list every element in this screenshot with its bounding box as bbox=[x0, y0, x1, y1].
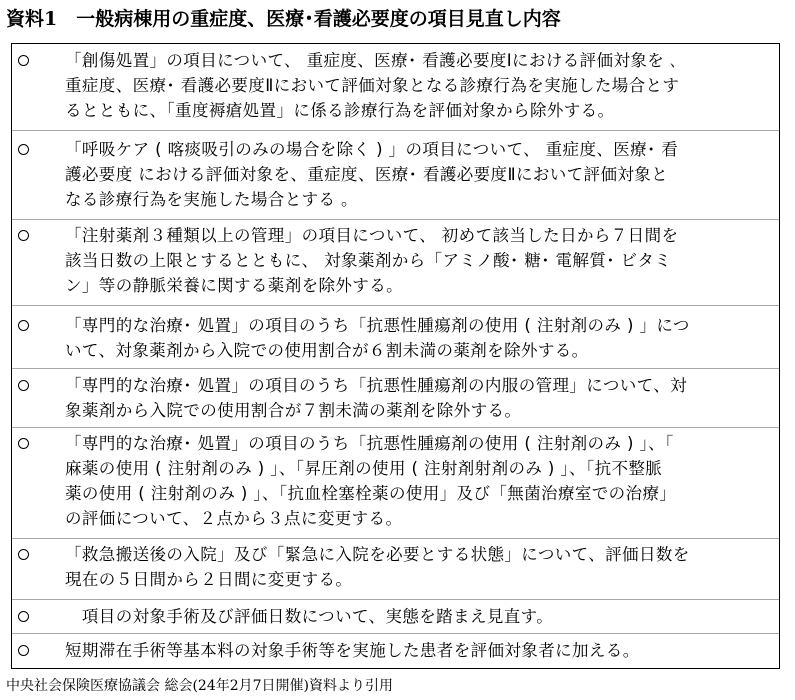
revision-item-text bbox=[65, 48, 777, 123]
revision-item-text bbox=[65, 638, 777, 663]
item-text-line: 「専門的な治療･ 処置」の項目のうち「抗悪性腫瘍剤の使用 ( 注射剤のみ ) 」につ bbox=[65, 316, 690, 335]
item-text-line: 重症度、医療･ 看護必要度Ⅱにおいて評価対象となる診療行為を実施した場合とす bbox=[65, 76, 680, 95]
item-divider bbox=[12, 368, 779, 369]
revision-item bbox=[12, 312, 779, 372]
item-divider bbox=[12, 538, 779, 539]
revision-item-text bbox=[65, 373, 777, 423]
revision-items-box bbox=[11, 43, 780, 669]
revision-item bbox=[12, 637, 779, 667]
revision-item bbox=[12, 136, 779, 226]
item-divider bbox=[12, 219, 779, 220]
revision-item-text bbox=[65, 542, 777, 592]
revision-item bbox=[12, 430, 779, 540]
item-divider bbox=[12, 633, 779, 634]
item-text-line: 短期滞在手術等基本料の対象手術等を実施した患者を評価対象者に加える。 bbox=[65, 641, 640, 660]
item-text-line: 項目の対象手術及び評価日数について、実態を踏まえ見直す。 bbox=[65, 607, 554, 626]
item-divider bbox=[12, 305, 779, 306]
item-text-line: 「呼吸ケア ( 喀痰吸引のみの場合を除く ) 」の項目について、 重症度、医療･ 看 bbox=[65, 140, 679, 159]
item-text-line: 「救急搬送後の入院」及び「緊急に入院を必要とする状態」について、評価日数を bbox=[65, 545, 690, 564]
revision-item bbox=[12, 47, 779, 137]
item-text-line: いて、対象薬剤から入院での使用割合が６割未満の薬剤を除外する。 bbox=[65, 341, 589, 360]
item-divider bbox=[12, 599, 779, 600]
circle-bullet-icon bbox=[18, 549, 29, 560]
source-note: 中央社会保険医療協議会 総会(24年2月7日開催)資料より引用 bbox=[6, 678, 394, 694]
item-text-line: ン」等の静脈栄養に関する薬剤を除外する。 bbox=[65, 276, 403, 295]
item-text-line: なる診療行為を実施した場合とする 。 bbox=[65, 190, 358, 209]
item-text-line: 「注射薬剤３種類以上の管理」の項目について、 初めて該当した日から７日間を bbox=[65, 226, 679, 245]
item-text-line: 「創傷処置」の項目について、 重症度、医療･ 看護必要度Ⅰにおける評価対象を ､ bbox=[65, 51, 679, 70]
revision-item bbox=[12, 541, 779, 601]
item-divider bbox=[12, 130, 779, 131]
circle-bullet-icon bbox=[18, 380, 29, 391]
item-text-line: 「専門的な治療･ 処置」の項目のうち「抗悪性腫瘍剤の内服の管理」について、対 bbox=[65, 376, 688, 395]
revision-item bbox=[12, 222, 779, 312]
circle-bullet-icon bbox=[18, 230, 29, 241]
item-divider bbox=[12, 427, 779, 428]
circle-bullet-icon bbox=[18, 611, 29, 622]
revision-item bbox=[12, 603, 779, 633]
revision-item-text bbox=[65, 137, 777, 212]
item-text-line: 薬の使用 ( 注射剤のみ ) 」、「抗血栓塞栓薬の使用」及び「無菌治療室での治療」 bbox=[65, 484, 677, 503]
item-text-line: 該当日数の上限とするとともに、 対象薬剤から「アミノ酸･ 糖･ 電解質･ ビタミ bbox=[65, 251, 672, 270]
circle-bullet-icon bbox=[18, 55, 29, 66]
item-text-line: 象薬剤から入院での使用割合が７割未満の薬剤を除外する。 bbox=[65, 401, 522, 420]
circle-bullet-icon bbox=[18, 144, 29, 155]
item-text-line: の評価について、２点から３点に変更する。 bbox=[65, 509, 403, 528]
item-text-line: るとともに、「重度褥瘡処置」に係る診療行為を評価対象から除外する。 bbox=[65, 101, 615, 120]
revision-item-text bbox=[65, 431, 777, 531]
circle-bullet-icon bbox=[18, 320, 29, 331]
circle-bullet-icon bbox=[18, 645, 29, 656]
revision-item-text bbox=[65, 223, 777, 298]
item-text-line: 現在の５日間から２日間に変更する。 bbox=[65, 570, 353, 589]
item-text-line: 護必要度 における評価対象を、重症度、医療･ 看護必要度Ⅱにおいて評価対象と bbox=[65, 165, 669, 184]
revision-item-text bbox=[65, 604, 777, 629]
document-title: 資料1 一般病棟用の重症度、医療･看護必要度の項目見直し内容 bbox=[6, 8, 561, 30]
item-text-line: 「専門的な治療･ 処置」の項目のうち「抗悪性腫瘍剤の使用 ( 注射剤のみ ) 」、「 bbox=[65, 434, 674, 453]
item-text-line: 麻薬の使用 ( 注射剤のみ ) 」、「昇圧剤の使用 ( 注射剤射剤のみ ) 」、「抗不整脈 bbox=[65, 459, 663, 478]
circle-bullet-icon bbox=[18, 438, 29, 449]
revision-item-text bbox=[65, 313, 777, 363]
revision-item bbox=[12, 372, 779, 432]
